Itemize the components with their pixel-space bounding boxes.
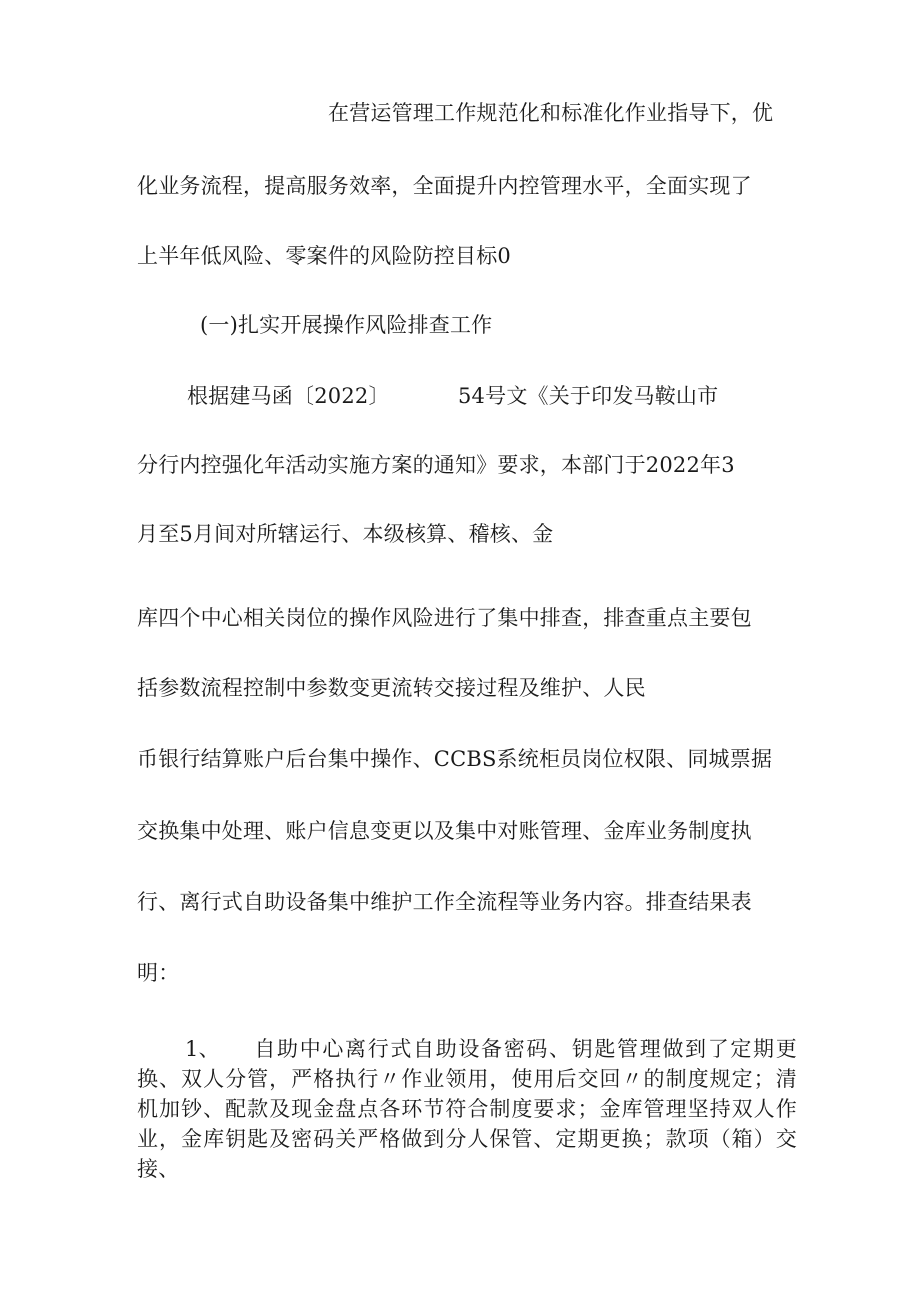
list-item-number: 1、 bbox=[185, 1037, 220, 1061]
text-line: 上半年低风险、零案件的风险防控目标0 bbox=[137, 244, 511, 268]
text-line: 括参数流程控制中参数变更流转交接过程及维护、人民 bbox=[137, 676, 646, 700]
text-line: 库四个中心相关岗位的操作风险进行了集中排查，排查重点主要包 bbox=[137, 606, 752, 630]
text-line: 分行内控强化年活动实施方案的通知》要求，本部门于2022年3 bbox=[137, 453, 735, 477]
text-line: 化业务流程，提高服务效率，全面提升内控管理水平，全面实现了 bbox=[137, 174, 752, 198]
text-line: 行、离行式自助设备集中维护工作全流程等业务内容。排查结果表 bbox=[137, 890, 752, 914]
text-line: 币银行结算账户后台集中操作、CCBS系统柜员岗位权限、同城票据 bbox=[137, 747, 773, 771]
text-line: 明： bbox=[137, 961, 180, 985]
text-line: 交换集中处理、账户信息变更以及集中对账管理、金库业务制度执 bbox=[137, 819, 752, 843]
list-item-text: 自助中心离行式自助设备密码、钥匙管理做到了定期更换、双人分管，严格执行〃作业领用，使用后交回〃的制度规定；清机加钞、配款及现金盘点各环节符合制度要求；金库管理坚持双人作业，金库钥匙及密码关严格做到分人保管、定期更换；款项（箱）交接、 bbox=[137, 1037, 797, 1181]
text-line: 在营运管理工作规范化和标准化作业指导下，优 bbox=[328, 101, 774, 125]
text-line: 月至5月间对所辖运行、本级核算、稽核、金 bbox=[137, 522, 554, 546]
text-line: 根据建马函〔2022〕 bbox=[187, 384, 390, 408]
section-heading: (一)扎实开展操作风险排查工作 bbox=[200, 313, 493, 337]
list-item-1 bbox=[137, 1034, 797, 1184]
text-line: 54号文《关于印发马鞍山市 bbox=[458, 384, 719, 408]
